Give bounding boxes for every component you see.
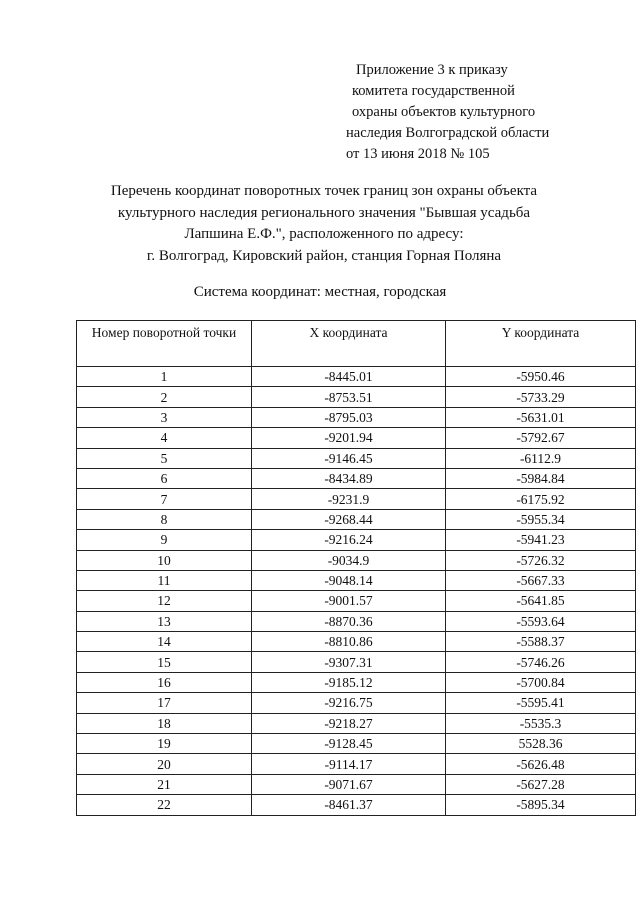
- x-coordinate-cell: -8870.36: [252, 611, 446, 631]
- x-coordinate-cell: -8434.89: [252, 468, 446, 488]
- table-row: [77, 713, 636, 733]
- y-coordinate-cell: -5955.34: [446, 509, 636, 529]
- header-x-coordinate: X координата: [252, 321, 446, 367]
- table-row: [77, 448, 636, 468]
- x-coordinate-cell: -9218.27: [252, 713, 446, 733]
- point-number-cell: 12: [77, 591, 252, 611]
- table-row: [77, 591, 636, 611]
- appendix-line: комитета государственной: [352, 83, 515, 99]
- table-row: [77, 652, 636, 672]
- x-coordinate-cell: -9071.67: [252, 774, 446, 794]
- x-coordinate-cell: -9001.57: [252, 591, 446, 611]
- y-coordinate-cell: -5984.84: [446, 468, 636, 488]
- point-number-cell: 20: [77, 754, 252, 774]
- x-coordinate-cell: -9216.75: [252, 693, 446, 713]
- x-coordinate-cell: -9114.17: [252, 754, 446, 774]
- table-row: [77, 468, 636, 488]
- y-coordinate-cell: -6112.9: [446, 448, 636, 468]
- x-coordinate-cell: -9231.9: [252, 489, 446, 509]
- x-coordinate-cell: -9216.24: [252, 530, 446, 550]
- point-number-cell: 21: [77, 774, 252, 794]
- y-coordinate-cell: -5895.34: [446, 795, 636, 815]
- table-row: [77, 387, 636, 407]
- point-number-cell: 19: [77, 734, 252, 754]
- point-number-cell: 15: [77, 652, 252, 672]
- y-coordinate-cell: -5626.48: [446, 754, 636, 774]
- y-coordinate-cell: -5667.33: [446, 570, 636, 590]
- appendix-line: Приложение 3 к приказу: [356, 62, 508, 78]
- x-coordinate-cell: -9146.45: [252, 448, 446, 468]
- table-row: [77, 754, 636, 774]
- appendix-line: наследия Волгоградской области: [346, 125, 550, 141]
- y-coordinate-cell: 5528.36: [446, 734, 636, 754]
- x-coordinate-cell: -8795.03: [252, 407, 446, 427]
- table-row: [77, 632, 636, 652]
- title-line: Лапшина Е.Ф.", расположенного по адресу:: [184, 226, 464, 242]
- point-number-cell: 8: [77, 509, 252, 529]
- table-row: [77, 774, 636, 794]
- table-row: [77, 428, 636, 448]
- header-point-number: Номер поворотной точки: [77, 321, 252, 367]
- table-row: [77, 693, 636, 713]
- title-line: культурного наследия регионального значения "Бывшая усадьба: [117, 204, 531, 221]
- x-coordinate-cell: -9128.45: [252, 734, 446, 754]
- table-row: [77, 734, 636, 754]
- y-coordinate-cell: -5588.37: [446, 632, 636, 652]
- table-row: [77, 550, 636, 570]
- x-coordinate-cell: -8753.51: [252, 387, 446, 407]
- y-coordinate-cell: -6175.92: [446, 489, 636, 509]
- y-coordinate-cell: -5535.3: [446, 713, 636, 733]
- table-header-row: [77, 321, 636, 367]
- table-row: [77, 489, 636, 509]
- point-number-cell: 18: [77, 713, 252, 733]
- point-number-cell: 7: [77, 489, 252, 509]
- table-row: [77, 407, 636, 427]
- x-coordinate-cell: -9201.94: [252, 428, 446, 448]
- table-row: [77, 795, 636, 815]
- y-coordinate-cell: -5641.85: [446, 591, 636, 611]
- y-coordinate-cell: -5631.01: [446, 407, 636, 427]
- coordinates-table: [76, 320, 636, 816]
- title-line: Перечень координат поворотных точек границ зон охраны объекта: [110, 183, 538, 199]
- point-number-cell: 14: [77, 632, 252, 652]
- point-number-cell: 16: [77, 672, 252, 692]
- table-row: [77, 672, 636, 692]
- point-number-cell: 1: [77, 367, 252, 387]
- table-row: [77, 570, 636, 590]
- x-coordinate-cell: -9268.44: [252, 509, 446, 529]
- point-number-cell: 13: [77, 611, 252, 631]
- header-y-coordinate: Y координата: [446, 321, 636, 367]
- x-coordinate-cell: -9307.31: [252, 652, 446, 672]
- y-coordinate-cell: -5700.84: [446, 672, 636, 692]
- point-number-cell: 6: [77, 468, 252, 488]
- appendix-line: охраны объектов культурного: [352, 104, 536, 120]
- y-coordinate-cell: -5746.26: [446, 652, 636, 672]
- point-number-cell: 4: [77, 428, 252, 448]
- x-coordinate-cell: -9185.12: [252, 672, 446, 692]
- table-row: [77, 611, 636, 631]
- point-number-cell: 3: [77, 407, 252, 427]
- y-coordinate-cell: -5627.28: [446, 774, 636, 794]
- appendix-line: от 13 июня 2018 № 105: [346, 146, 490, 162]
- point-number-cell: 22: [77, 795, 252, 815]
- point-number-cell: 2: [77, 387, 252, 407]
- title-line: г. Волгоград, Кировский район, станция Горная Поляна: [146, 247, 502, 264]
- point-number-cell: 11: [77, 570, 252, 590]
- appendix-block: [0, 60, 640, 165]
- x-coordinate-cell: -8445.01: [252, 367, 446, 387]
- y-coordinate-cell: -5593.64: [446, 611, 636, 631]
- y-coordinate-cell: -5950.46: [446, 367, 636, 387]
- point-number-cell: 17: [77, 693, 252, 713]
- table-body: [77, 367, 636, 816]
- document-title: [60, 181, 588, 267]
- x-coordinate-cell: -9048.14: [252, 570, 446, 590]
- x-coordinate-cell: -9034.9: [252, 550, 446, 570]
- y-coordinate-cell: -5733.29: [446, 387, 636, 407]
- table-row: [77, 530, 636, 550]
- x-coordinate-cell: -8810.86: [252, 632, 446, 652]
- point-number-cell: 9: [77, 530, 252, 550]
- point-number-cell: 5: [77, 448, 252, 468]
- table-row: [77, 509, 636, 529]
- x-coordinate-cell: -8461.37: [252, 795, 446, 815]
- table-row: [77, 367, 636, 387]
- y-coordinate-cell: -5595.41: [446, 693, 636, 713]
- y-coordinate-cell: -5941.23: [446, 530, 636, 550]
- y-coordinate-cell: -5726.32: [446, 550, 636, 570]
- point-number-cell: 10: [77, 550, 252, 570]
- y-coordinate-cell: -5792.67: [446, 428, 636, 448]
- coordinate-system-label: Система координат: местная, городская: [193, 284, 447, 300]
